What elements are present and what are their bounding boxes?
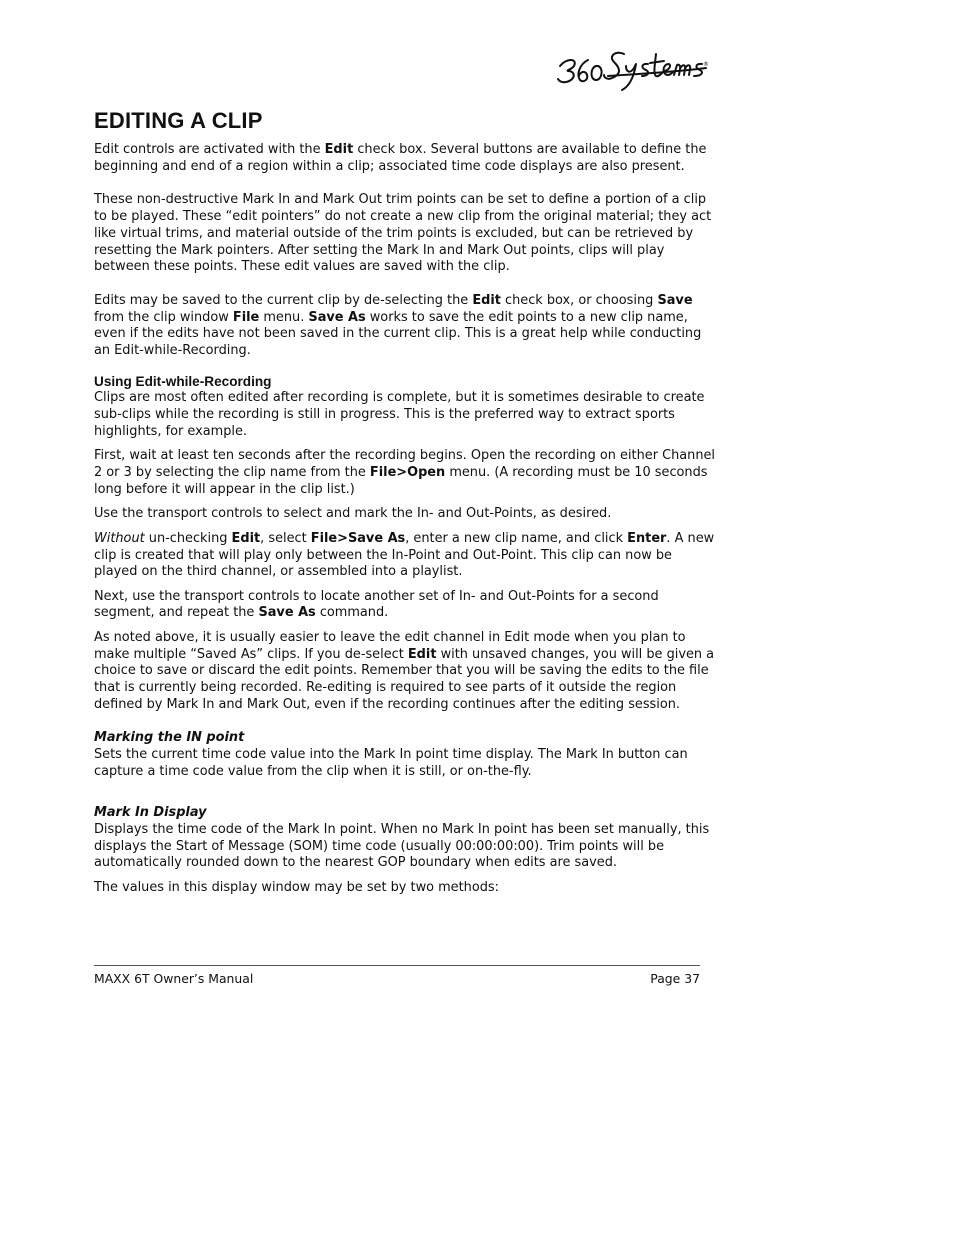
- term-file: File: [232, 309, 260, 325]
- term-file-open: File>Open: [369, 465, 446, 481]
- mark-in-point-paragraph: Sets the current time code value into the Mark In point time display. The Mark In button can capture a time code value from the clip when it is still, or on-the-fly.: [94, 747, 688, 779]
- page-title: EDITING A CLIP: [94, 108, 263, 133]
- brand-logo: [556, 44, 716, 94]
- ewr-paragraph-1: Clips are most often edited after recording is complete, but it is sometimes desirable to create sub-clips while the recording is still in progress. This is the preferred way to extract sports highlights, for example.: [94, 390, 705, 439]
- term-save: Save: [657, 292, 693, 308]
- footer-manual-title: MAXX 6T Owner’s Manual: [94, 971, 254, 986]
- term-enter: Enter: [627, 530, 667, 546]
- term-save-as: Save As: [308, 309, 366, 325]
- section-heading-edit-while-recording: Using Edit-while-Recording: [94, 374, 272, 390]
- section-heading-mark-in-display: Mark In Display: [94, 805, 207, 821]
- term-save-as: Save As: [258, 605, 316, 621]
- term-file-save-as: File>Save As: [310, 530, 406, 546]
- page-body: [94, 142, 718, 897]
- registered-mark: ®: [703, 61, 709, 68]
- ewr-paragraph-4: Without un-checking Edit, select File>Save As, enter a new clip name, and click Enter. A new clip is created that will play only between the In-Point and Out-Point. This clip can now be played on the third channel, or assembled into a playlist.: [94, 530, 715, 580]
- ewr-paragraph-3: Use the transport controls to select and mark the In- and Out-Points, as desired.: [94, 506, 612, 522]
- section-heading-marking-in-point: Marking the IN point: [94, 730, 245, 746]
- mark-in-display-paragraph-2: The values in this display window may be set by two methods:: [94, 879, 499, 895]
- 360-systems-logo-icon: [556, 44, 716, 94]
- footer-page-number: Page 37: [650, 971, 700, 986]
- term-edit: Edit: [324, 142, 354, 157]
- term-edit: Edit: [407, 646, 437, 662]
- intro-paragraph-1: Edit controls are activated with the Edit check box. Several buttons are available to define the beginning and end of a region within a clip; associated time code displays are also present.: [94, 142, 707, 174]
- mark-in-display-paragraph-1: Displays the time code of the Mark In point. When no Mark In point has been set manually, this displays the Start of Message (SOM) time code (usually 00:00:00:00). Trim points will be automatically rounded down to the nearest GOP boundary when edits are saved.: [94, 821, 710, 871]
- footer-divider: [94, 965, 700, 966]
- term-edit: Edit: [231, 530, 261, 546]
- intro-paragraph-3: Edits may be saved to the current clip by de-selecting the Edit check box, or choosing Save from the clip window File menu. Save As works to save the edit points to a new clip name, even if the edits have not been saved in the current clip. This is a great help while conducting an Edit-while-Recording.: [94, 292, 702, 359]
- term-edit: Edit: [472, 292, 501, 308]
- ewr-paragraph-2: First, wait at least ten seconds after the recording begins. Open the recording on either Channel 2 or 3 by selecting the clip name from the File>Open menu. (A recording must be 10 seconds long before it will appear in the clip list.): [94, 448, 716, 497]
- ewr-paragraph-5: Next, use the transport controls to locate another set of In- and Out-Points for a second segment, and repeat the Save As command.: [94, 588, 659, 621]
- term-without: Without: [94, 530, 145, 546]
- ewr-paragraph-6: As noted above, it is usually easier to leave the edit channel in Edit mode when you plan to make multiple “Saved As” clips. If you de-select Edit with unsaved changes, you will be given a choice to save or discard the edit points. Remember that you will be saving the edits to the file that is currently being recorded. Re-editing is required to see parts of it outside the region defined by Mark In and Mark Out, even if the recording continues after the editing session.: [94, 629, 715, 713]
- intro-paragraph-2: These non-destructive Mark In and Mark Out trim points can be set to define a portion of a clip to be played. These “edit pointers” do not create a new clip from the original material; they act like virtual trims, and material outside of the trim points is excluded, but can be retrieved by resetting the Mark pointers. After setting the Mark In and Mark Out points, clips will play between these points. These edit values are saved with the clip.: [94, 192, 712, 275]
